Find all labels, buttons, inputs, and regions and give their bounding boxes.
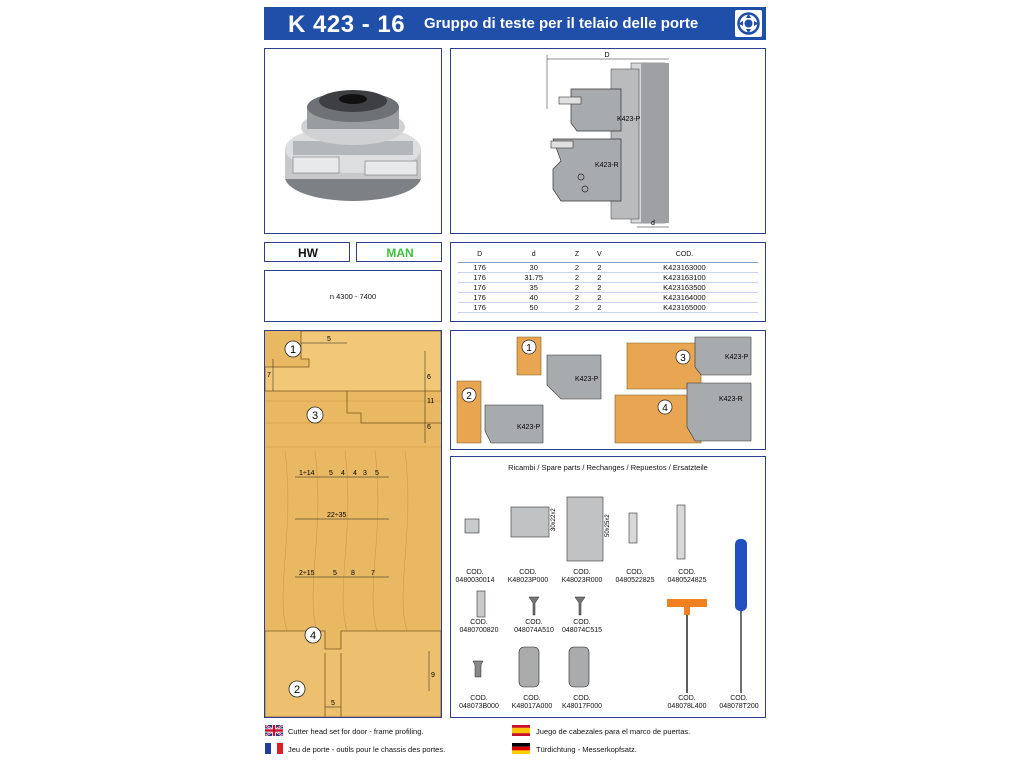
es-flag-icon [512,725,530,736]
combination-drawing [451,331,765,449]
combo-tag-3: K423-P [725,354,749,361]
dim-row1-f: 5 [375,470,379,477]
cell: 176 [458,303,501,313]
table-row [458,263,758,273]
part-code: 048078L400 [667,703,707,710]
cell: 2 [566,273,588,283]
lang-fr-text: Jeu de porte - outils pour le chassis des portes. [288,745,446,754]
spec-table [458,246,758,313]
cod-label: COD. [470,695,488,702]
part-code: K48023R000 [561,577,603,584]
spare-code-7 [507,619,561,635]
spare-code-1 [451,569,499,585]
spare-code-4 [609,569,661,585]
cod-label: COD. [678,695,696,702]
combo-tag-2: K423-P [517,424,541,431]
product-code: K 423 - 16 [288,11,406,38]
part-code: 048074C515 [561,627,603,634]
spare-code-8 [555,619,609,635]
spare-code-9 [451,695,507,711]
screw-c-icon [575,597,585,615]
tag-k423-p: K423-P [617,116,641,123]
spare-code-10 [505,695,559,711]
cod-label: COD. [470,619,488,626]
lang-es-text: Juego de cabezales para el marco de puertas. [536,727,691,736]
spec-header-row [458,246,758,263]
part-code: 048073B000 [459,703,499,710]
cell: 2 [588,283,611,293]
spare-code-3 [555,569,609,585]
combo-tag-4: K423-R [719,396,743,403]
marker-4: 4 [309,630,317,642]
cell: 176 [458,293,501,303]
part-code: 0480522825 [615,577,655,584]
dim-row2-c: 8 [351,570,355,577]
dim-top-5: 5 [327,336,331,343]
cell: 30 [501,263,566,273]
combo-marker-1: 1 [526,343,532,354]
cod-label: COD. [730,695,748,702]
dim-row2-d: 7 [371,570,375,577]
pin-icon [477,591,485,617]
clamp-a-icon [519,647,539,687]
dim-9: 9 [431,672,435,679]
marker-1: 1 [289,344,297,356]
marker-3: 3 [311,410,319,422]
product-photo-panel [264,48,442,234]
brand-logo-icon [735,10,762,37]
dim-row2-b: 5 [333,570,337,577]
col-Z: Z [574,250,580,258]
dim-row1-e: 3 [363,470,367,477]
combination-panel [450,330,766,450]
cell: 2 [588,303,611,313]
cod-label: COD. [525,619,543,626]
cod-label: COD. [573,569,591,576]
cell: 2 [588,263,611,273]
spare-code-6 [451,619,507,635]
cod-label: COD. [523,695,541,702]
uk-flag-icon [265,725,283,736]
screwdriver-icon [735,539,747,611]
table-row [458,273,758,283]
dim-row1-c: 4 [341,470,345,477]
dim-d-label: d [651,220,655,227]
cell: K423163000 [611,263,758,273]
cod-label: COD. [519,569,537,576]
hw-label: HW [298,246,318,260]
fr-flag-icon [265,743,283,754]
cell: K423165000 [611,303,758,313]
part-code: 0480700820 [459,627,499,634]
spacer-large-icon [677,505,685,559]
de-flag-icon [512,743,530,754]
profile-panel [264,330,442,718]
dim-row2-a: 2÷15 [299,570,315,577]
dims-a: 30x22x2 [551,508,557,531]
table-row [458,303,758,313]
spacer-small-icon [629,513,637,543]
spare-insert-icon [465,519,479,533]
knife-p-icon [511,507,549,537]
cell: K423163500 [611,283,758,293]
cell: 50 [501,303,566,313]
cutter-head-photo [265,49,441,233]
dim-D-label: D [604,52,610,59]
dim-mid: 22÷35 [327,512,347,519]
dim-6b: 6 [427,424,431,431]
part-code: K48023P000 [507,577,549,584]
part-code: 0480524825 [667,577,707,584]
product-title: Gruppo di teste per il telaio delle porte [424,15,699,32]
part-code: 048074A510 [514,627,554,634]
cell: 2 [588,273,611,283]
cell: 35 [501,283,566,293]
cell: 176 [458,273,501,283]
dim-11: 11 [427,398,435,405]
dim-6a: 6 [427,374,431,381]
cell: 31.75 [501,273,566,283]
combo-marker-2: 2 [466,391,472,402]
spare-parts-panel [450,456,766,718]
cell: 2 [566,283,588,293]
spare-code-5 [661,569,713,585]
rpm-panel [264,270,442,322]
spare-code-13 [711,695,767,711]
knife-r-icon [567,497,603,561]
clamp-f-icon [569,647,589,687]
spare-code-12 [659,695,715,711]
table-row [458,283,758,293]
cell: K423164000 [611,293,758,303]
dim-bot-5: 5 [331,700,335,707]
part-code: K48017A000 [511,703,553,710]
tag-k423-r: K423-R [595,162,619,169]
col-D: D [477,250,483,258]
cell: 40 [501,293,566,303]
spare-parts-title: Ricambi / Spare parts / Rechanges / Repuestos / Ersatzteile [508,463,708,472]
bolt-icon [473,661,483,677]
section-drawing-panel [450,48,766,234]
cell: 2 [566,303,588,313]
cod-label: COD. [466,569,484,576]
man-label: MAN [386,246,414,260]
cell: K423163100 [611,273,758,283]
feed-man-box [356,242,442,262]
col-d: d [531,250,536,258]
rpm-range: n 4300 - 7400 [329,292,377,301]
part-code: K48017F000 [561,703,603,710]
cod-label: COD. [678,569,696,576]
cell: 176 [458,283,501,293]
cell: 2 [566,293,588,303]
dim-row1-b: 5 [329,470,333,477]
material-hw-box [264,242,350,262]
cell: 176 [458,263,501,273]
tool-section-drawing [451,49,765,233]
combo-marker-3: 3 [680,353,686,364]
marker-2: 2 [293,684,301,696]
part-code: 0480030014 [455,577,495,584]
cod-label: COD. [573,619,591,626]
part-code: 048078T200 [719,703,759,710]
cod-label: COD. [626,569,644,576]
screw-a-icon [529,597,539,615]
title-bar [264,7,766,40]
spare-parts-drawings [451,457,765,717]
dim-left-7: 7 [267,372,271,379]
wood-profile-drawing [265,331,441,717]
dim-row1-d: 4 [353,470,357,477]
cell: 2 [588,293,611,303]
cod-label: COD. [573,695,591,702]
spare-code-2 [501,569,555,585]
combo-tag-1: K423-P [575,376,599,383]
combo-marker-4: 4 [662,403,668,414]
lang-de-text: Türdichtung - Messerkopfsatz. [536,745,637,754]
spare-code-11 [555,695,609,711]
col-V: V [597,250,602,258]
lang-en-text: Cutter head set for door - frame profiling. [288,727,424,736]
col-cod: COD. [675,250,694,258]
dims-b: 50x25x2 [605,514,611,537]
dim-row1-a: 1÷14 [299,470,315,477]
cell: 2 [566,263,588,273]
table-row [458,293,758,303]
